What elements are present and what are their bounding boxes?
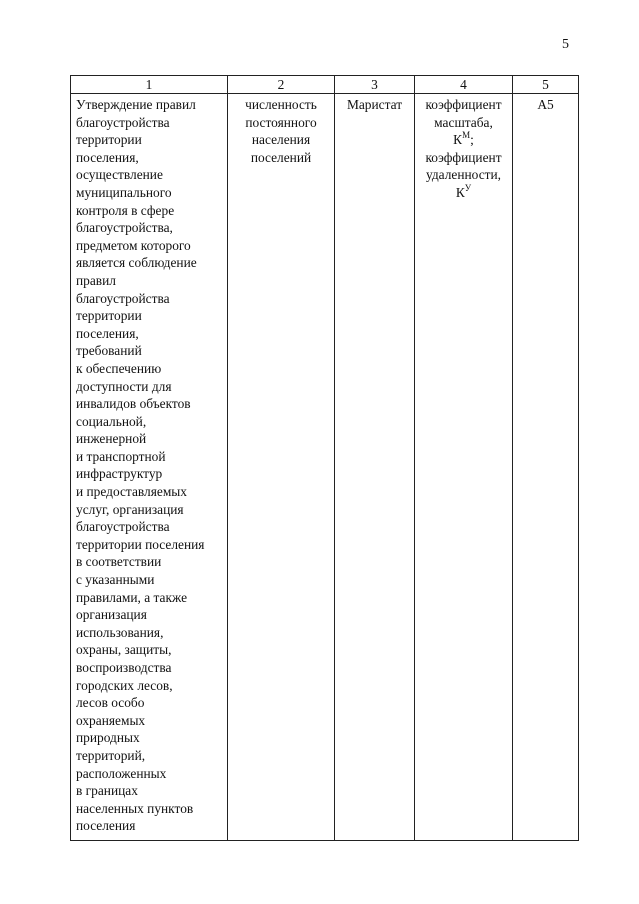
description-line: населенных пунктов [76,800,194,816]
description-line: охраны, защиты, [76,642,172,658]
description-line: контроля в сфере [76,202,175,218]
description-line: благоустройства, [76,220,173,236]
description-line: муниципального [76,184,172,200]
description-line: территорий, [76,747,146,763]
description-line: и предоставляемых [76,484,187,500]
description-line: инфраструктур [76,466,163,482]
source-text: Маристат [346,97,403,112]
description-line: осуществление [76,167,163,183]
k-u-base: К [455,184,465,200]
coef-distance-name: удаленности, [425,167,502,183]
code-text: А5 [537,97,554,112]
header-col-4: 4 [415,76,513,94]
header-col-3: 3 [335,76,415,94]
cell-authority-description [71,94,228,841]
header-col-2: 2 [228,76,335,94]
data-table [70,75,579,841]
description-line: в границах [76,783,138,799]
description-line: к обеспечению [76,360,162,376]
description-line: поселения [76,818,136,834]
description-line: социальной, [76,413,147,429]
coef-scale-symbol [417,131,510,149]
header-col-5: 5 [513,76,579,94]
k-m-suffix: ; [470,132,474,148]
description-line: территории [76,308,142,324]
description-line: воспроизводства [76,660,172,675]
description-line: городских лесов, [76,677,173,693]
k-m-superscript: М [462,130,471,141]
description-line: расположенных [76,765,167,781]
description-line: Утверждение правил [76,97,196,112]
cell-source [335,94,415,841]
description-line: в соответствии [76,554,162,570]
k-u-superscript: У [464,182,472,193]
indicator-line: постоянного [245,114,317,130]
description-line: услуг, организация [76,501,184,517]
description-line: доступности для [76,378,172,394]
description-line: благоустройства [76,114,170,130]
description-line: требований [76,343,142,359]
coef-distance-label: коэффициент [425,149,502,165]
description-line: лесов особо [76,695,145,711]
description-line: инженерной [76,431,147,447]
cell-code [513,94,579,841]
indicator-line: поселений [250,149,312,165]
description-line: правилами, а также [76,589,188,605]
page-number: 5 [562,37,569,52]
header-col-1: 1 [71,76,228,94]
description-line: природных [76,730,140,746]
cell-coefficients [415,94,513,841]
description-line: с указанными [76,572,155,588]
k-m-base: К [453,132,463,148]
table-header-row [71,76,579,94]
description-line: и транспортной [76,448,166,464]
description-line: инвалидов объектов [76,396,191,412]
description-line: территории [76,132,142,148]
description-line: охраняемых [76,712,146,728]
description-line: использования, [76,624,164,640]
description-line: является соблюдение [76,255,197,271]
cell-indicator [228,94,335,841]
coef-scale-label: коэффициент [425,97,502,112]
table-row [71,94,579,841]
description-line: территории поселения [76,536,205,552]
coef-scale-name: масштаба, [434,114,493,130]
indicator-line: численность [245,97,317,112]
indicator-line: населения [251,132,311,148]
description-line: поселения, [76,325,139,341]
coef-distance-symbol [417,184,510,202]
description-line: предметом которого [76,237,191,253]
description-line: поселения, [76,149,139,165]
description-line: организация [76,607,147,623]
description-line: правил [76,272,116,288]
description-line: благоустройства [76,519,170,535]
description-line: благоустройства [76,290,170,306]
